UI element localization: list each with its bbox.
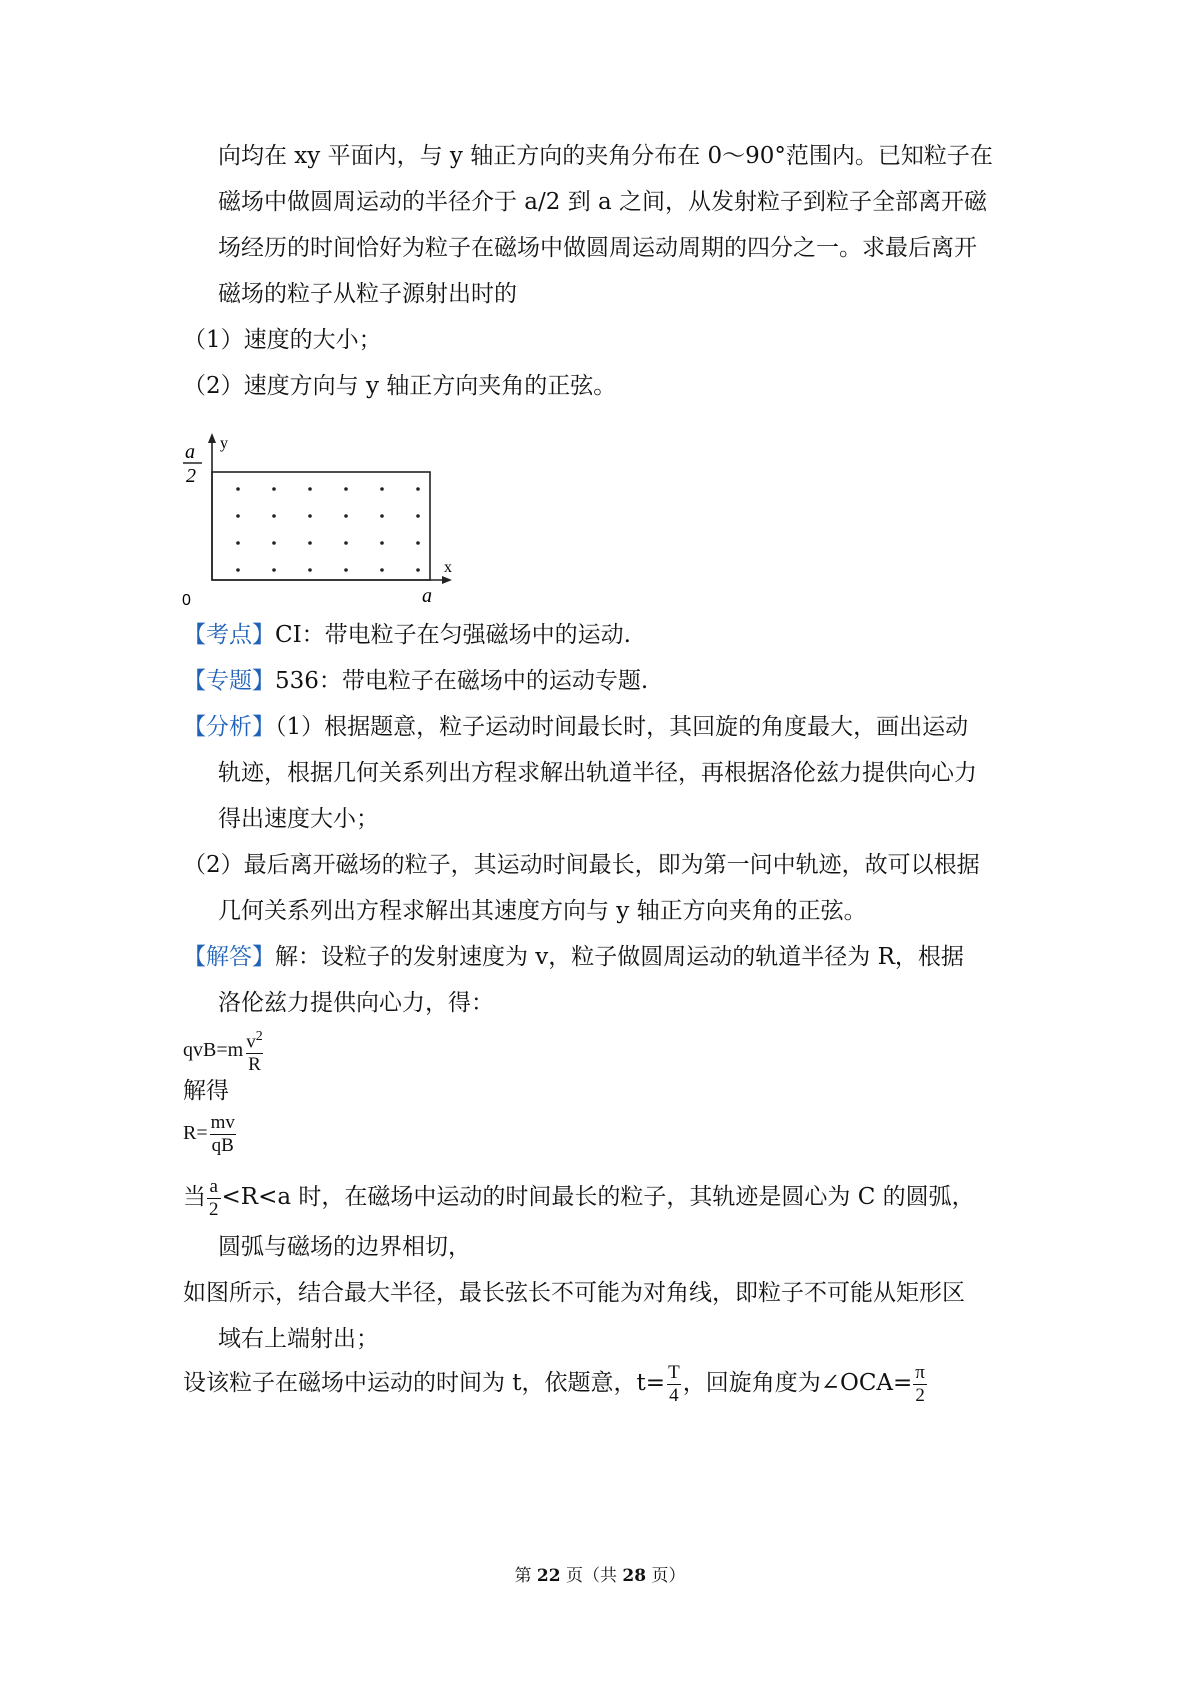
eq1-fraction (244, 1026, 265, 1076)
cond-rest: <R<a 时，在磁场中运动的时间最长的粒子，其轨迹是圆心为 C 的圆弧， (221, 1184, 975, 1210)
field-dot (236, 514, 240, 518)
equation-radius (183, 1112, 238, 1157)
fenxi-line-2: 轨迹，根据几何关系列出方程求解出轨道半径，再根据洛伦兹力提供向心力 (218, 760, 977, 786)
field-dot (344, 514, 348, 518)
t-denominator: 4 (669, 1384, 679, 1406)
fenxi-row (183, 712, 968, 742)
zhuanti-text: 536：带电粒子在磁场中的运动专题. (275, 668, 649, 694)
eq2-fraction (209, 1112, 237, 1157)
field-dot (272, 541, 276, 545)
field-dot (380, 487, 384, 491)
jieda-tag: 【解答】 (183, 944, 275, 970)
eq2-numerator: mv (210, 1112, 235, 1133)
cond-denominator: 2 (209, 1198, 219, 1220)
equation-lorentz (183, 1026, 266, 1076)
eq1-denominator: R (248, 1054, 261, 1076)
field-dot (344, 487, 348, 491)
page-footer (0, 1561, 1200, 1586)
problem-line-2: 磁场中做圆周运动的半径介于 a/2 到 a 之间，从发射粒子到粒子全部离开磁 (218, 189, 988, 215)
field-dot (416, 487, 420, 491)
jieda-row (183, 942, 964, 972)
cond-line-2: 圆弧与磁场的边界相切， (218, 1234, 471, 1260)
origin-label: 0 (182, 592, 191, 609)
question-1: （1）速度的大小； (183, 327, 382, 353)
field-dot (272, 487, 276, 491)
half-a-denominator: 2 (186, 465, 196, 487)
footer-page-number: 22 (536, 1566, 561, 1586)
field-dot (236, 568, 240, 572)
fig-line-2: 域右上端射出； (218, 1326, 379, 1352)
cond-prefix: 当 (183, 1184, 206, 1210)
fenxi-line-3: 得出速度大小； (218, 806, 379, 832)
field-dot (308, 541, 312, 545)
kaodian-text: CI：带电粒子在匀强磁场中的运动. (275, 622, 631, 648)
problem-line-3: 场经历的时间恰好为粒子在磁场中做圆周运动周期的四分之一。求最后离开 (218, 235, 977, 261)
field-dot (380, 541, 384, 545)
field-dot (416, 568, 420, 572)
time-line (183, 1360, 928, 1407)
jieda-line-2: 洛伦兹力提供向心力，得： (218, 990, 494, 1016)
zhuanti-row (183, 666, 648, 696)
field-region (212, 472, 430, 580)
fenxi-line-5: 几何关系列出方程求解出其速度方向与 y 轴正方向夹角的正弦。 (218, 898, 867, 924)
field-dot (308, 487, 312, 491)
footer-pre: 第 (514, 1566, 532, 1586)
y-label: y (220, 435, 228, 452)
footer-post: 页） (651, 1566, 686, 1586)
x-label: x (444, 559, 452, 576)
question-2: （2）速度方向与 y 轴正方向夹角的正弦。 (183, 373, 617, 399)
eq1-left: qvB=m (183, 1038, 244, 1061)
angle-denominator: 2 (915, 1384, 925, 1406)
field-dot (308, 568, 312, 572)
magnetic-field-diagram (182, 430, 482, 620)
field-dot (236, 487, 240, 491)
jieda-line-1: 解：设粒子的发射速度为 v，粒子做圆周运动的轨道半径为 R，根据 (275, 944, 964, 970)
field-dot (416, 514, 420, 518)
t-numerator: T (668, 1361, 680, 1383)
field-dot (308, 514, 312, 518)
field-dot (416, 541, 420, 545)
eq1-numerator: v (246, 1031, 256, 1053)
field-dot (236, 541, 240, 545)
kaodian-tag: 【考点】 (183, 622, 275, 648)
fenxi-tag: 【分析】 (183, 714, 275, 740)
problem-line-1: 向均在 xy 平面内，与 y 轴正方向的夹角分布在 0～90°范围内。已知粒子在 (218, 143, 993, 169)
eq1-exponent: 2 (255, 1029, 263, 1044)
y-axis-arrow (208, 433, 216, 443)
footer-mid: 页（共 (566, 1566, 617, 1586)
condition-line (183, 1174, 975, 1221)
t-prefix: 设该粒子在磁场中运动的时间为 t，依题意，t= (183, 1370, 666, 1396)
kaodian-row (183, 620, 631, 650)
cond-fraction (207, 1176, 221, 1221)
fenxi-line-1: （1）根据题意，粒子运动时间最长时，其回旋的角度最大，画出运动 (275, 714, 969, 740)
field-dot (272, 568, 276, 572)
a-x-label: a (422, 585, 432, 607)
half-a-numerator: a (185, 441, 195, 463)
fig-line-1: 如图所示，结合最大半径，最长弦长不可能为对角线，即粒子不可能从矩形区 (183, 1280, 965, 1306)
field-dot (272, 514, 276, 518)
footer-total-pages: 28 (622, 1566, 647, 1586)
angle-numerator: π (915, 1361, 925, 1383)
t-mid: ，回旋角度为∠OCA= (682, 1370, 913, 1396)
eq2-denominator: qB (211, 1135, 234, 1156)
field-dot (344, 541, 348, 545)
eq2-left: R= (183, 1122, 208, 1145)
angle-fraction (913, 1362, 927, 1407)
field-dot (344, 568, 348, 572)
field-dot (380, 514, 384, 518)
fenxi-line-4: （2）最后离开磁场的粒子，其运动时间最长，即为第一问中轨迹，故可以根据 (183, 852, 980, 878)
x-axis-arrow (442, 576, 452, 584)
jiede-text: 解得 (183, 1078, 229, 1104)
zhuanti-tag: 【专题】 (183, 668, 275, 694)
t-fraction (666, 1362, 682, 1407)
field-dot (380, 568, 384, 572)
cond-numerator: a (209, 1175, 218, 1197)
field-dots (236, 487, 420, 572)
problem-line-4: 磁场的粒子从粒子源射出时的 (218, 281, 517, 307)
